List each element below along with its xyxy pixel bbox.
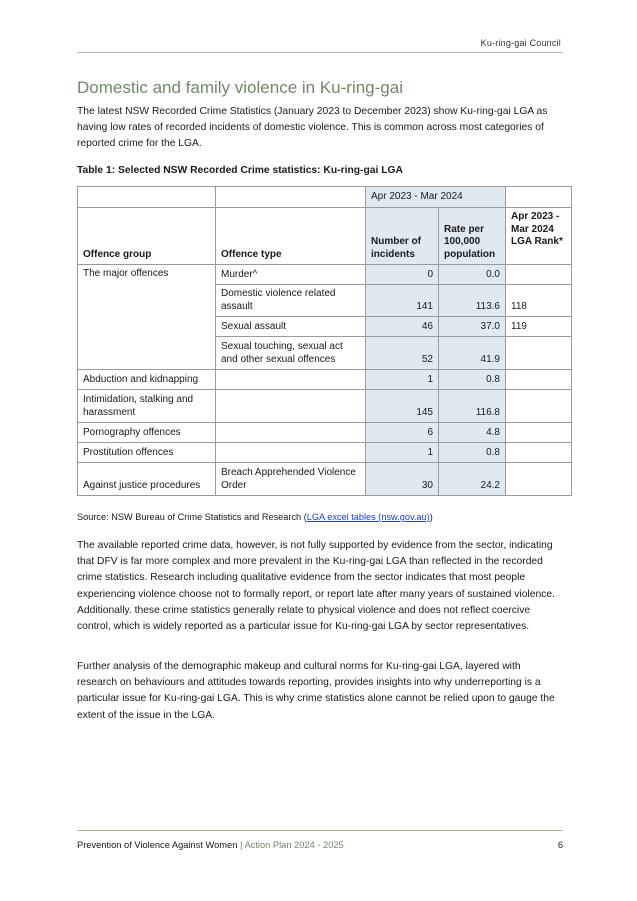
empty-header-cell <box>216 187 366 208</box>
cell-rank: 118 <box>506 285 572 317</box>
cell-offence-group: Against justice procedures <box>78 463 216 496</box>
source-link[interactable]: LGA excel tables (nsw.gov.au) <box>306 512 430 522</box>
header-brand: Ku-ring-gai Council <box>480 38 561 48</box>
cell-offence-type: Breach Apprehended Violence Order <box>216 463 366 496</box>
footer-plan: Action Plan 2024 - 2025 <box>244 840 344 850</box>
period-header: Apr 2023 - Mar 2024 <box>366 187 506 208</box>
cell-offence-group: Pornography offences <box>78 423 216 443</box>
cell-offence-type: Murder^ <box>216 265 366 285</box>
intro-paragraph: The latest NSW Recorded Crime Statistics (January 2023 to December 2023) show Ku-ring-gai LGA as having low rates of recorded incidents of domestic violence. This is common across most categories of reported crime for the LGA. <box>77 106 548 149</box>
table-row <box>78 370 572 390</box>
cell-rate: 37.0 <box>439 317 506 337</box>
table-row <box>78 463 572 496</box>
cell-rate: 24.2 <box>439 463 506 496</box>
source-suffix: ) <box>429 512 433 522</box>
cell-offence-type <box>216 390 366 423</box>
cell-number: 145 <box>366 390 439 423</box>
table-row <box>78 265 572 285</box>
cell-offence-type <box>216 370 366 390</box>
cell-rate: 0.0 <box>439 265 506 285</box>
table-period-row <box>78 187 572 208</box>
cell-rank <box>506 265 572 285</box>
header-divider <box>77 52 563 53</box>
cell-number: 0 <box>366 265 439 285</box>
cell-number: 52 <box>366 337 439 370</box>
cell-number: 30 <box>366 463 439 496</box>
header-number-of-incidents: Number of incidents <box>366 208 439 265</box>
cell-rank <box>506 370 572 390</box>
body-paragraph: The available reported crime data, however, is not fully supported by evidence from the sector, indicating that DFV is far more complex and more prevalent in the Ku-ring-gai LGA than reflected in the recorded crime statistics. Research including qualitative evidence from the sector indicates that most people experiencing violence choose not to formally report, or report late after many years of sustained violence. Additionally. these crime statistics generally relate to physical violence and does not reflect coercive control, which is widely reported as a particular issue for Ku-ring-gai LGA by sector representatives. <box>77 540 555 633</box>
cell-offence-group: Prostitution offences <box>78 443 216 463</box>
cell-number: 141 <box>366 285 439 317</box>
cell-number: 6 <box>366 423 439 443</box>
cell-offence-type <box>216 443 366 463</box>
cell-number: 1 <box>366 370 439 390</box>
table-row <box>78 423 572 443</box>
cell-rate: 41.9 <box>439 337 506 370</box>
cell-number: 1 <box>366 443 439 463</box>
empty-header-cell <box>506 187 572 208</box>
header-offence-group: Offence group <box>78 208 216 265</box>
cell-rank <box>506 443 572 463</box>
header-rate-per-100000: Rate per 100,000 population <box>439 208 506 265</box>
table-header-row <box>78 208 572 265</box>
table-row <box>78 443 572 463</box>
body-paragraph: Further analysis of the demographic makeup and cultural norms for Ku-ring-gai LGA, layered with research on behaviours and attitudes towards reporting, provides insights into why underreporting is a particular issue for Ku-ring-gai LGA. This is why crime statistics alone cannot be relied upon to gauge the extent of the issue in the LGA. <box>77 661 555 721</box>
table-caption: Table 1: Selected NSW Recorded Crime statistics: Ku-ring-gai LGA <box>77 165 403 176</box>
cell-rate: 0.8 <box>439 443 506 463</box>
page-title: Domestic and family violence in Ku-ring-gai <box>77 78 403 97</box>
cell-offence-type: Sexual assault <box>216 317 366 337</box>
cell-rank <box>506 463 572 496</box>
empty-header-cell <box>78 187 216 208</box>
cell-rate: 0.8 <box>439 370 506 390</box>
cell-rank <box>506 390 572 423</box>
footer-separator: | <box>237 840 245 850</box>
table-source <box>77 512 433 522</box>
cell-rank <box>506 337 572 370</box>
footer-divider <box>77 830 563 831</box>
crime-statistics-table <box>77 186 572 496</box>
cell-offence-group: Abduction and kidnapping <box>78 370 216 390</box>
cell-rank: 119 <box>506 317 572 337</box>
cell-offence-group: The major offences <box>78 265 216 370</box>
header-lga-rank: Apr 2023 - Mar 2024 LGA Rank* <box>506 208 572 265</box>
source-prefix: Source: NSW Bureau of Crime Statistics and Research ( <box>77 512 307 522</box>
cell-offence-type: Sexual touching, sexual act and other sexual offences <box>216 337 366 370</box>
cell-rate: 116.8 <box>439 390 506 423</box>
table-row <box>78 390 572 423</box>
footer-document-title: Prevention of Violence Against Women <box>77 840 238 850</box>
cell-rate: 4.8 <box>439 423 506 443</box>
cell-rate: 113.6 <box>439 285 506 317</box>
cell-offence-type <box>216 423 366 443</box>
header-offence-type: Offence type <box>216 208 366 265</box>
page-number: 6 <box>557 840 563 850</box>
cell-number: 46 <box>366 317 439 337</box>
cell-offence-type: Domestic violence related assault <box>216 285 366 317</box>
cell-offence-group: Intimidation, stalking and harassment <box>78 390 216 423</box>
page-footer <box>77 840 563 850</box>
cell-rank <box>506 423 572 443</box>
